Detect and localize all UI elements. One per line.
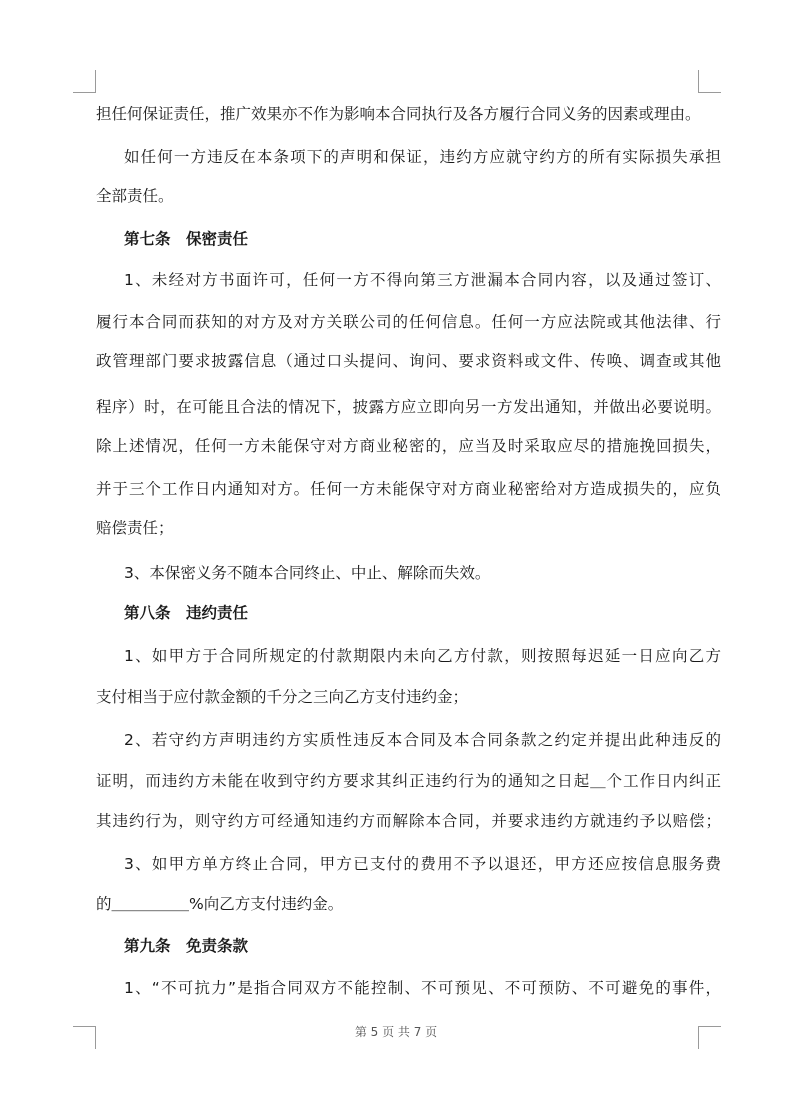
text-line: 全部责任。 [96, 187, 174, 205]
text-line: 程序）时，在可能且合法的情况下，披露方应立即向另一方发出通知，并做出必要说明。 [96, 398, 721, 416]
text-line: 3、如甲方单方终止合同，甲方已支付的费用不予以退还，甲方还应按信息服务费 [124, 855, 721, 873]
corner-mark-top-left [73, 70, 96, 93]
text-line: 支付相当于应付款金额的千分之三向乙方支付违约金； [96, 688, 469, 706]
text-line: 赔偿责任； [96, 519, 174, 537]
page-footer: 第 5 页 共 7 页 [354, 1025, 438, 1039]
text-line: 1、未经对方书面许可，任何一方不得向第三方泄漏本合同内容，以及通过签订、 [124, 271, 721, 289]
text-line: 并于三个工作日内通知对方。任何一方未能保守对方商业秘密给对方造成损失的，应负 [96, 480, 721, 498]
text-line: 政管理部门要求披露信息（通过口头提问、询问、要求资料或文件、传唤、调查或其他 [96, 352, 721, 370]
text-line: 1、如甲方于合同所规定的付款期限内未向乙方付款，则按照每迟延一日应向乙方 [124, 647, 721, 665]
text-line: 其违约行为，则守约方可经通知违约方而解除本合同，并要求违约方就违约予以赔偿； [96, 812, 721, 830]
text-line: 3、本保密义务不随本合同终止、中止、解除而失效。 [124, 564, 491, 582]
text-line: 担任何保证责任，推广效果亦不作为影响本合同执行及各方履行合同义务的因素或理由。 [96, 105, 701, 123]
section-heading: 第七条 保密责任 [124, 230, 249, 248]
text-line: 如任何一方违反在本条项下的声明和保证，违约方应就守约方的所有实际损失承担 [124, 148, 721, 166]
text-line: 除上述情况，任何一方未能保守对方商业秘密的，应当及时采取应尽的措施挽回损失， [96, 437, 721, 455]
section-heading: 第八条 违约责任 [124, 604, 249, 622]
text-line: 证明，而违约方未能在收到守约方要求其纠正违约行为的通知之日起＿个工作日内纠正 [96, 772, 721, 790]
text-line: 1、“不可抗力”是指合同双方不能控制、不可预见、不可预防、不可避免的事件， [124, 979, 721, 997]
text-line: 2、若守约方声明违约方实质性违反本合同及本合同条款之约定并提出此种违反的 [124, 731, 721, 749]
text-line: 履行本合同而获知的对方及对方关联公司的任何信息。任何一方应法院或其他法律、行 [96, 313, 721, 331]
corner-mark-top-right [698, 70, 721, 93]
section-heading: 第九条 免责条款 [124, 937, 249, 955]
text-line: 的＿＿＿＿＿%向乙方支付违约金。 [96, 895, 344, 913]
